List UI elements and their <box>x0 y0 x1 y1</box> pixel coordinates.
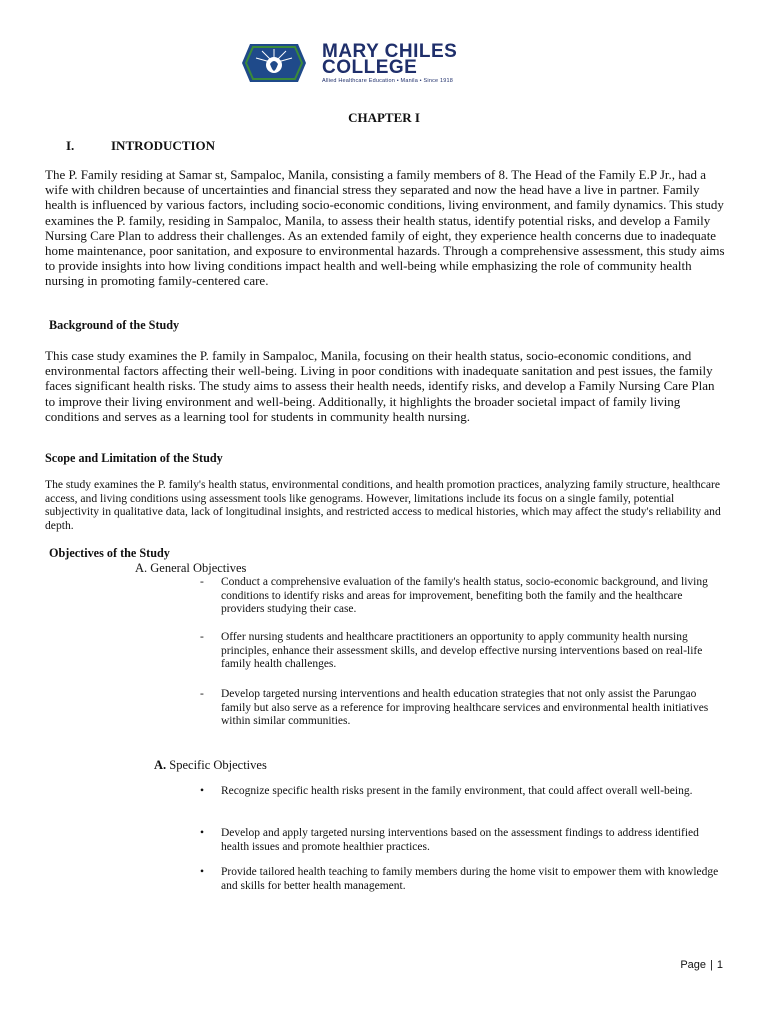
general-objective-item <box>200 576 730 617</box>
dash-marker: - <box>200 631 204 643</box>
college-name-line2: COLLEGE <box>322 57 418 78</box>
objectives-heading: Objectives of the Study <box>49 546 170 560</box>
college-seal-icon <box>240 42 308 84</box>
specific-objective-item <box>200 785 730 799</box>
bullet-marker: • <box>200 866 205 878</box>
general-objective-text: Develop targeted nursing interventions and health education strategies that not only assist the Parungao family but also serve as a reference for improving healthcare services and environmental health initiatives within similar communities. <box>221 688 709 728</box>
specific-objective-text: Develop and apply targeted nursing interventions based on the assessment findings to address identified health issues and promote healthier practices. <box>221 827 699 853</box>
general-objective-item <box>200 688 730 729</box>
bullet-marker: • <box>200 785 205 797</box>
page-separator: | <box>710 959 713 971</box>
chapter-title: CHAPTER I <box>348 110 420 125</box>
general-objectives-label: A. General Objectives <box>135 561 247 575</box>
general-objective-text: Offer nursing students and healthcare practitioners an opportunity to apply community health nursing principles, enhance their assessment skills, and develop effective nursing interventions based on real-life family health challenges. <box>221 631 703 671</box>
college-logo <box>240 42 540 86</box>
background-paragraph: This case study examines the P. family in Sampaloc, Manila, focusing on their health status, socio-economic conditions, and environmental factors affecting their well-being. Living in poor conditions with inadequate sanitation and pest issues, the family faces significant health risks. The study aims to assess their health needs, identify risks, and develop a Family Nursing Care Plan to improve their living environment and well-being. Additionally, it highlights the broader societal impact of family living conditions and serves as a learning tool for students in community health nursing. <box>45 348 715 424</box>
specific-objective-text: Recognize specific health risks present in the family environment, that could affect overall well-being. <box>221 785 693 797</box>
section-number: I. <box>66 138 75 153</box>
introduction-heading <box>66 138 215 154</box>
section-title: INTRODUCTION <box>111 138 216 153</box>
dash-marker: - <box>200 576 204 588</box>
scope-paragraph: The study examines the P. family's health status, environmental conditions, and health promotion practices, analyzing family structure, healthcare access, and living conditions using assessment tools like genograms. However, limitations include its focus on a single family, potential subjectivity in qualitative data, lack of longitudinal insights, and restricted access to medical histories, which may affect the study's reliability and depth. <box>45 478 721 532</box>
specific-objective-item <box>200 866 730 893</box>
specific-objectives-letter: A. <box>154 758 167 772</box>
general-objective-text: Conduct a comprehensive evaluation of the family's health status, socio-economic background, and living conditions to identify risks and areas for improvement, benefiting both the family and the healthcare providers studying their case. <box>221 576 708 616</box>
page-footer <box>680 959 723 971</box>
page-number: 1 <box>716 959 723 971</box>
specific-objectives-text: Specific Objectives <box>169 758 267 772</box>
introduction-paragraph: The P. Family residing at Samar st, Sampaloc, Manila, consisting a family members of 8. The Head of the Family E.P Jr., had a wife with children because of uncertainties and financial stress they separated and now the head have a live in partner. Family health is influenced by various factors, including socio-economic conditions, living environment, and family dynamics. This study examines the P. family, residing in Sampaloc, Manila, to assess their health status, identify potential risks, and develop a Family Nursing Care Plan to address their challenges. As an extended family of eight, they experience health concerns due to inadequate home maintenance, poor sanitation, and exposure to environmental hazards. Through a comprehensive assessment, this study aims to provide insights into how living conditions impact health and well-being while emphasizing the role of community health nursing in promoting family-centered care. <box>45 167 725 289</box>
general-objective-item <box>200 631 730 672</box>
specific-objective-item <box>200 827 730 854</box>
college-tagline: Allied Healthcare Education • Manila • Since 1918 <box>322 78 454 84</box>
specific-objectives-label <box>154 758 267 773</box>
college-name-line1: MARY CHILES <box>322 41 458 62</box>
bullet-marker: • <box>200 827 205 839</box>
page-label: Page <box>680 959 707 971</box>
background-heading: Background of the Study <box>49 318 180 332</box>
dash-marker: - <box>200 688 204 700</box>
scope-heading: Scope and Limitation of the Study <box>45 451 223 465</box>
specific-objective-text: Provide tailored health teaching to family members during the home visit to empower them with knowledge and skills for better health management. <box>221 866 719 892</box>
